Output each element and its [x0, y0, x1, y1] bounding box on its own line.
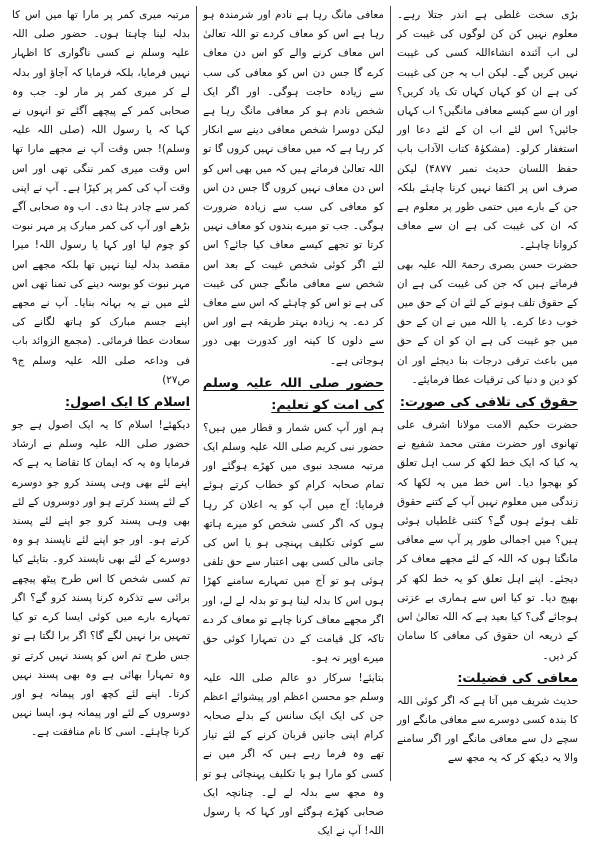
heading-text: حضور صلی اللہ علیہ وسلم کی امت کو تعلیم:	[203, 376, 384, 413]
section-heading	[12, 392, 190, 414]
paragraph: حضرت حکیم الامت مولانا اشرف علی تھانوی اور حضرت مفتی محمد شفیع نے یہ کیا کہ ایک خط لکھ کر سب اہل تعلق کو بھجوا دیا۔ اس خط میں یہ لکھا کہ زندگی میں معلوم نہیں آپ کے کتنے حقوق تلف ہوئے ہوں گے؟ کتنی غلطیاں ہوئی ہیں؟ میں اجمالی طور پر آپ سے معافی مانگتا ہوں کہ اللہ کے لئے مجھے معاف کر دیجئے۔ اپنے اہل تعلق کو یہ خط لکھ کر بھیج دیا۔ تو کیا اس سے ہماری بے عزتی ہوجائے گی؟ کیا بعید ہے کہ اللہ تعالیٰ اس کے ذریعہ ان حقوق کی معافی کا سامان کر دیں۔	[397, 416, 578, 666]
section-heading	[397, 668, 578, 690]
paragraph: معافی مانگ رہا ہے نادم اور شرمندہ ہو رہا ہے اس کو معاف کردے تو اللہ تعالیٰ اس معاف کرنے والے کو اس دن معاف کرے گا جس دن اس کو معافی کی سب سے زیادہ حاجت ہوگی۔ اور اگر ایک شخص نادم ہو کر معافی مانگ رہا ہے لیکن دوسرا شخص معافی دینے سے انکار کر رہا ہے کہ میں معاف نہیں کروں گا تو اللہ تعالیٰ فرماتے ہیں کہ میں بھی اس کو اس دن معاف نہیں کروں گا جس دن اس کو معافی کی سب سے زیادہ ضرورت ہوگی۔ جب تو میرے بندوں کو معاف نہیں کرتا تو تجھے کیسے معاف کیا جائے؟ اس لئے اگر کوئی شخص غیبت کے بعد اس شخص سے معافی مانگے جس کی غیبت کی ہے تو اس کو چاہئے کہ اس سے معاف کر دے۔ یہ زیادہ بہتر طریقہ ہے اور اس سے دلوں کا کینہ اور کدورت بھی دور ہوجاتی ہے۔	[203, 6, 384, 371]
heading-text: معافی کی فضیلت:	[457, 671, 578, 686]
column-right	[391, 6, 584, 781]
column-middle	[196, 6, 391, 781]
heading-text: اسلام کا ایک اصول:	[65, 395, 190, 410]
column-left	[6, 6, 196, 781]
heading-text: حقوق کی تلافی کی صورت:	[400, 395, 578, 410]
section-heading	[397, 392, 578, 414]
paragraph: دیکھئے! اسلام کا یہ ایک اصول ہے جو حضور صلی اللہ علیہ وسلم نے ارشاد فرمایا وہ یہ کہ ایمان کا تقاضا یہ ہے کہ اپنے لئے بھی وہی پسند کرو جو دوسرے کے لئے پسند کرتے ہو اور دوسروں کے لئے بھی وہی پسند کرو جو اپنے لئے پسند کرتے ہو۔ اور جو اپنے لئے ناپسند ہو وہ دوسرے کے لئے بھی ناپسند کرو۔ بتایئے کیا تم کسی شخص کا اس طرح پیٹھ پیچھے برائی سے تذکرہ کرنا پسند کرو گے؟ اگر تمہارے بارے میں کوئی ایسا کرے تو کیا تمہیں برا نہیں لگے گا؟ اگر برا لگتا ہے تو جس طرح تم اس کو پسند نہیں کرتے تو وہ تمہارا بھائی ہے وہ بھی پسند نہیں کرتا۔ اپنے لئے کچھ اور پیمانہ ہو اور دوسروں کے لئے اور پیمانہ ہو، ایسا نہیں کرنا چاہئے۔ اسی کا نام منافقت ہے۔	[12, 416, 190, 742]
paragraph: بڑی سخت غلطی ہے اندر جتلا رہے۔ معلوم نہیں کن کن لوگوں کی غیبت کر لی اب آئندہ انشاءاللہ کسی کی غیبت نہیں کریں گے۔ لیکن اب یہ جن کی غیبت کی ہے ان کو کہاں کہاں تک یاد کریں؟ اور ان سے کیسے معافی مانگیں؟ اب کہاں جائیں؟ اس لئے اب ان کے لئے دعا اور استغفار کرلو۔ (مشکوٰۃ کتاب الآداب باب حفظ اللسان حدیث نمبر ۴۸۷۷) لیکن صرف اس پر اکتفا نہیں کرنا چاہئے بلکہ جن کے بارے میں حتمی طور پر معلوم ہے کہ ان کی غیبت کی ہے ان سے معاف کروانا چاہئے۔	[397, 6, 578, 256]
section-heading	[203, 373, 384, 417]
paragraph: مرتبہ میری کمر پر مارا تھا میں اس کا بدلہ لینا چاہتا ہوں۔ حضور صلی اللہ علیہ وسلم نے کسی ناگواری کا اظہار نہیں فرمایا، بلکہ فرمایا کہ آجاؤ اور بدلہ لے کر میری کمر پر مار لو۔ جب وہ صحابی کمر کے پیچھے آگئے تو انہوں نے کہا کہ یا رسول اللہ (صلی اللہ علیہ وسلم)! جس وقت آپ نے مجھے مارا تھا اس وقت میری کمر ننگی تھی اور اس وقت آپ کی کمر پر کپڑا ہے۔ آپ نے اپنی کمر سے چادر ہٹا دی۔ اب وہ صحابی آگے بڑھے اور آپ کی کمر مبارک پر مہر نبوت کو چوم لیا اور کہا یا رسول اللہ! میرا مقصد بدلہ لینا نہیں تھا بلکہ مجھے اس مہر نبوت کو بوسہ دینے کی تمنا تھی اس لئے میں نے یہ بہانہ بنایا۔ آپ نے مجھے اپنے جسم مبارک کو ہاتھ لگانے کی سعادت عطا فرمائی۔ (مجمع الزوائد باب فی وداعہ صلی اللہ علیہ وسلم ج۹ ص۲۷)	[12, 6, 190, 390]
paragraph: ہم اور آپ کس شمار و قطار میں ہیں؟ حضور نبی کریم صلی اللہ علیہ وسلم ایک مرتبہ مسجد نبوی میں کھڑے ہوگئے اور تمام صحابہ کرام کو خطاب کرتے ہوئے فرمایا: آج میں آپ کو یہ اعلان کر رہا ہوں کہ اگر کسی شخص کو میرے ہاتھ سے کوئی تکلیف پہنچی ہو یا اس کی جانی مالی کسی بھی اعتبار سے حق تلفی ہوئی ہو تو آج میں تمہارے سامنے کھڑا ہوں اس کا بدلہ لینا ہو تو بدلہ لے لے، اور اگر مجھے معاف کرنا چاہے تو معاف کر دے تاکہ کل قیامت کے دن تمہارا کوئی حق میرے اوپر نہ ہو۔	[203, 419, 384, 669]
paragraph: حضرت حسن بصری رحمۃ اللہ علیہ بھی فرماتے ہیں کہ جن کی غیبت کی ہے ان کے حقوق تلف ہونے کے لئے ان کے حق میں خوب دعا کرے۔ یا اللہ میں نے ان کے حق میں جو غیبت کی ہے ان کو ان کے حق میں باعث ترقی درجات بنا دیجئے اور ان کو دین و دنیا کی ترقیات عطا فرمایئے۔	[397, 256, 578, 390]
paragraph: حدیث شریف میں آتا ہے کہ اگر کوئی اللہ کا بندہ کسی دوسرے سے معافی مانگے اور سچے دل سے معافی مانگے اور اگر سامنے والا یہ دیکھ کر کہ یہ مجھ سے	[397, 692, 578, 769]
paragraph: بتایئے! سرکار دو عالم صلی اللہ علیہ وسلم جو محسن اعظم اور پیشوائے اعظم جن کی ایک ایک سانس کے بدلے صحابہ کرام اپنی جانیں قربان کرنے کے لئے تیار تھے وہ فرما رہے ہیں کہ اگر میں نے کسی کو مارا ہو یا تکلیف پہنچائی ہو تو وہ مجھ سے بدلہ لے لے۔ چنانچہ ایک صحابی کھڑے ہوگئے اور کہا کہ یا رسول اللہ! آپ نے ایک	[203, 669, 384, 841]
